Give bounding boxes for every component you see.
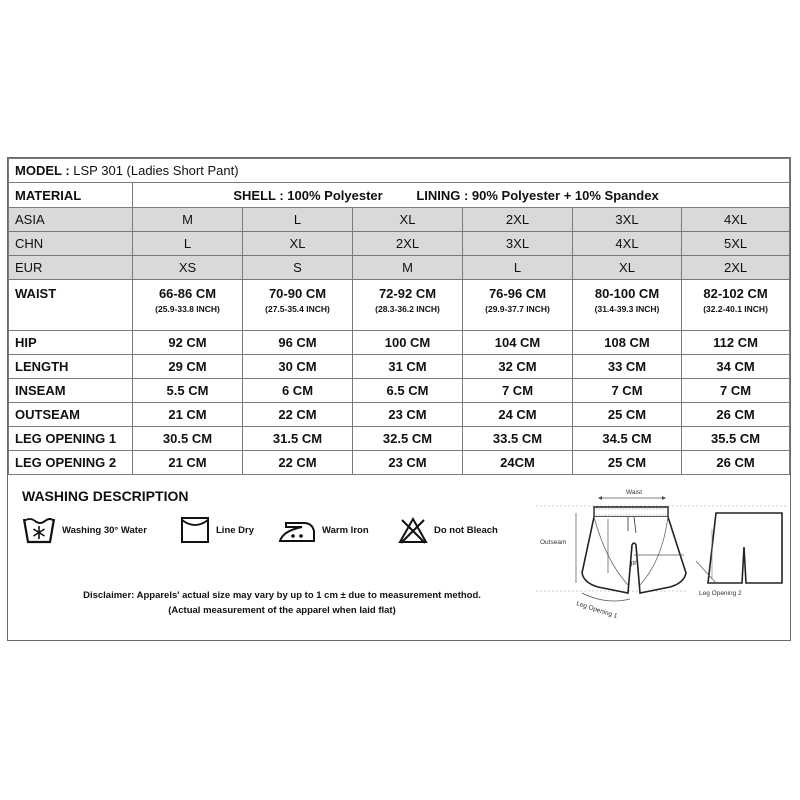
table-cell	[133, 355, 243, 379]
cell-value: 112 CM	[713, 335, 758, 350]
table-cell	[243, 379, 353, 403]
disclaimer-line-1: Disclaimer: Apparels' actual size may vary by up to 1 cm ± due to measurement method.	[83, 590, 481, 601]
row-label: LEG OPENING 2	[9, 451, 133, 475]
cell-value: 30.5 CM	[162, 431, 213, 446]
cell-value: 26 CM	[716, 407, 755, 422]
table-cell	[353, 427, 463, 451]
table-cell	[463, 331, 573, 355]
cell-value: 96 CM	[278, 335, 317, 350]
table-cell	[133, 403, 243, 427]
table-cell	[353, 256, 463, 280]
table-cell	[353, 331, 463, 355]
cell-value: 6 CM	[281, 383, 314, 398]
cell-value: 108 CM	[604, 335, 650, 350]
cell-value: S	[293, 260, 302, 275]
table-cell	[353, 379, 463, 403]
cell-value: 7 CM	[501, 383, 534, 398]
measure-row-waist	[9, 280, 790, 331]
cell-value: 31.5 CM	[272, 431, 323, 446]
cell-value: 26 CM	[716, 455, 755, 470]
table-cell	[682, 427, 790, 451]
cell-value: 92 CM	[168, 335, 207, 350]
row-label: WAIST	[9, 280, 133, 331]
cell-value: XL	[619, 260, 635, 275]
table-cell	[243, 355, 353, 379]
cell-value: 33 CM	[607, 359, 647, 374]
cell-inch-value: (31.4-39.3 INCH)	[594, 304, 660, 314]
table-cell	[353, 451, 463, 475]
cell-value: 22 CM	[278, 455, 317, 470]
table-cell	[463, 256, 573, 280]
row-label: LEG OPENING 1	[9, 427, 133, 451]
table-cell	[243, 280, 353, 331]
cell-value: XL	[399, 212, 416, 227]
care-label-do-not-bleach: Do not Bleach	[434, 524, 498, 536]
table-cell	[463, 208, 573, 232]
cell-value: 2XL	[505, 212, 530, 227]
cell-value: 100 CM	[384, 335, 431, 350]
cell-value: 3XL	[615, 212, 639, 227]
table-cell	[463, 451, 573, 475]
cell-inch-value: (28.3-36.2 INCH)	[375, 304, 440, 314]
table-cell	[682, 379, 790, 403]
care-item-wash	[22, 510, 147, 550]
material-row	[9, 183, 790, 208]
row-label: CHN	[9, 232, 133, 256]
cell-value: 2XL	[395, 236, 420, 251]
cell-value: XL	[289, 236, 306, 251]
cell-value: L	[513, 260, 522, 275]
cell-value: 32 CM	[498, 359, 537, 374]
cell-inch-value: (25.9-33.8 INCH)	[155, 304, 220, 314]
cell-value: 24CM	[500, 455, 535, 470]
model-value: LSP 301 (Ladies Short Pant)	[73, 163, 239, 178]
material-label: MATERIAL	[9, 183, 133, 208]
cell-value: 80-100 CM	[594, 286, 660, 301]
line-dry-icon	[180, 516, 210, 544]
care-label-line-dry: Line Dry	[216, 524, 255, 536]
cell-value: L	[293, 212, 302, 227]
shell-material: SHELL : 100% Polyester	[233, 187, 383, 203]
diagram-label-leg-opening-1: Leg Opening 1	[575, 600, 619, 621]
cell-value: 72-92 CM	[378, 286, 437, 301]
cell-value: 7 CM	[611, 383, 643, 398]
row-label: INSEAM	[9, 379, 133, 403]
table-cell	[463, 403, 573, 427]
cell-value: 25 CM	[607, 455, 647, 470]
shorts-measurement-diagram	[536, 483, 788, 628]
table-cell	[682, 403, 790, 427]
table-cell	[463, 379, 573, 403]
do-not-bleach-icon	[398, 516, 428, 544]
care-label-wash: Washing 30° Water	[62, 524, 147, 536]
table-cell	[243, 331, 353, 355]
table-cell	[353, 403, 463, 427]
size-row-eur	[9, 256, 790, 280]
size-chart-sheet	[7, 157, 791, 641]
cell-value: 33.5 CM	[492, 431, 543, 446]
table-cell	[133, 451, 243, 475]
cell-value: 5.5 CM	[166, 383, 209, 398]
cell-value: 104 CM	[494, 335, 541, 350]
table-cell	[353, 208, 463, 232]
disclaimer	[32, 588, 532, 618]
measure-row-leg-opening-2	[9, 451, 790, 475]
table-cell	[133, 208, 243, 232]
table-cell	[463, 232, 573, 256]
cell-value: 34.5 CM	[602, 431, 652, 446]
wash-basin-snowflake-icon	[22, 515, 56, 545]
table-cell	[463, 280, 573, 331]
measure-row-hip	[9, 331, 790, 355]
table-cell	[243, 208, 353, 232]
table-cell	[243, 232, 353, 256]
row-label: EUR	[9, 256, 133, 280]
size-row-chn	[9, 232, 790, 256]
cell-value: 6.5 CM	[386, 383, 429, 398]
cell-value: 4XL	[723, 212, 748, 227]
table-cell	[682, 355, 790, 379]
cell-value: 24 CM	[498, 407, 537, 422]
cell-value: 70-90 CM	[268, 286, 327, 301]
table-cell	[573, 355, 682, 379]
model-cell	[9, 159, 790, 183]
table-cell	[133, 427, 243, 451]
table-cell	[133, 280, 243, 331]
table-cell	[463, 355, 573, 379]
diagram-label-waist: Waist	[626, 489, 643, 496]
measure-row-length	[9, 355, 790, 379]
cell-value: 3XL	[505, 236, 530, 251]
cell-value: 76-96 CM	[488, 286, 547, 301]
size-row-asia	[9, 208, 790, 232]
cell-inch-value: (29.9-37.7 INCH)	[485, 304, 550, 314]
cell-value: 34 CM	[716, 359, 755, 374]
table-cell	[573, 379, 682, 403]
diagram-label-leg-opening-2: Leg Opening 2	[699, 590, 742, 597]
warm-iron-icon	[278, 517, 316, 543]
table-cell	[133, 379, 243, 403]
table-cell	[573, 208, 682, 232]
cell-value: 35.5 CM	[710, 431, 761, 446]
table-cell	[682, 331, 790, 355]
table-cell	[682, 232, 790, 256]
cell-value: M	[182, 212, 193, 227]
table-cell	[243, 427, 353, 451]
cell-value: 82-102 CM	[703, 286, 768, 301]
cell-value: 23 CM	[388, 455, 427, 470]
disclaimer-line-2: (Actual measurement of the apparel when laid flat)	[168, 605, 396, 616]
table-cell	[573, 403, 682, 427]
measure-row-inseam	[9, 379, 790, 403]
table-cell	[573, 427, 682, 451]
washing-description-title: WASHING DESCRIPTION	[22, 488, 189, 504]
table-cell	[682, 451, 790, 475]
care-item-do-not-bleach	[398, 510, 498, 550]
table-cell	[133, 256, 243, 280]
table-cell	[133, 232, 243, 256]
table-cell	[243, 256, 353, 280]
care-item-warm-iron	[278, 510, 369, 550]
model-row	[9, 159, 790, 183]
row-label: LENGTH	[9, 355, 133, 379]
table-cell	[463, 427, 573, 451]
cell-value: 22 CM	[278, 407, 317, 422]
table-cell	[353, 280, 463, 331]
cell-value: 29 CM	[168, 359, 207, 374]
cell-value: 31 CM	[388, 359, 427, 374]
cell-value: 66-86 CM	[158, 286, 217, 301]
table-cell	[573, 331, 682, 355]
cell-inch-value: (32.2-40.1 INCH)	[703, 304, 768, 314]
diagram-label-outseam: Outseam	[540, 539, 567, 546]
cell-value: 4XL	[615, 236, 639, 251]
table-cell	[682, 256, 790, 280]
size-table	[8, 158, 790, 475]
measure-row-leg-opening-1	[9, 427, 790, 451]
cell-value: 2XL	[723, 260, 748, 275]
cell-value: XS	[178, 260, 197, 275]
table-cell	[682, 280, 790, 331]
cell-value: 5XL	[723, 236, 748, 251]
table-cell	[573, 451, 682, 475]
care-item-line-dry	[180, 510, 254, 550]
cell-value: L	[183, 236, 192, 251]
row-label: OUTSEAM	[9, 403, 133, 427]
measure-row-outseam	[9, 403, 790, 427]
cell-inch-value: (27.5-35.4 INCH)	[265, 304, 330, 314]
lining-material: LINING : 90% Polyester + 10% Spandex	[416, 187, 659, 203]
cell-value: 25 CM	[607, 407, 647, 422]
row-label: ASIA	[9, 208, 133, 232]
table-cell	[682, 208, 790, 232]
table-cell	[353, 355, 463, 379]
table-cell	[133, 331, 243, 355]
table-cell	[243, 403, 353, 427]
cell-value: 32.5 CM	[382, 431, 433, 446]
table-cell	[243, 451, 353, 475]
cell-value: 21 CM	[168, 455, 207, 470]
table-cell	[353, 232, 463, 256]
table-cell	[573, 256, 682, 280]
material-values	[133, 183, 790, 208]
table-cell	[573, 232, 682, 256]
cell-value: 30 CM	[278, 359, 317, 374]
row-label: HIP	[9, 331, 133, 355]
model-label: MODEL :	[15, 163, 70, 178]
cell-value: 7 CM	[720, 383, 752, 398]
cell-value: 21 CM	[168, 407, 207, 422]
table-cell	[573, 280, 682, 331]
care-label-warm-iron: Warm Iron	[322, 524, 369, 536]
cell-value: M	[402, 260, 413, 275]
cell-value: 23 CM	[388, 407, 427, 422]
